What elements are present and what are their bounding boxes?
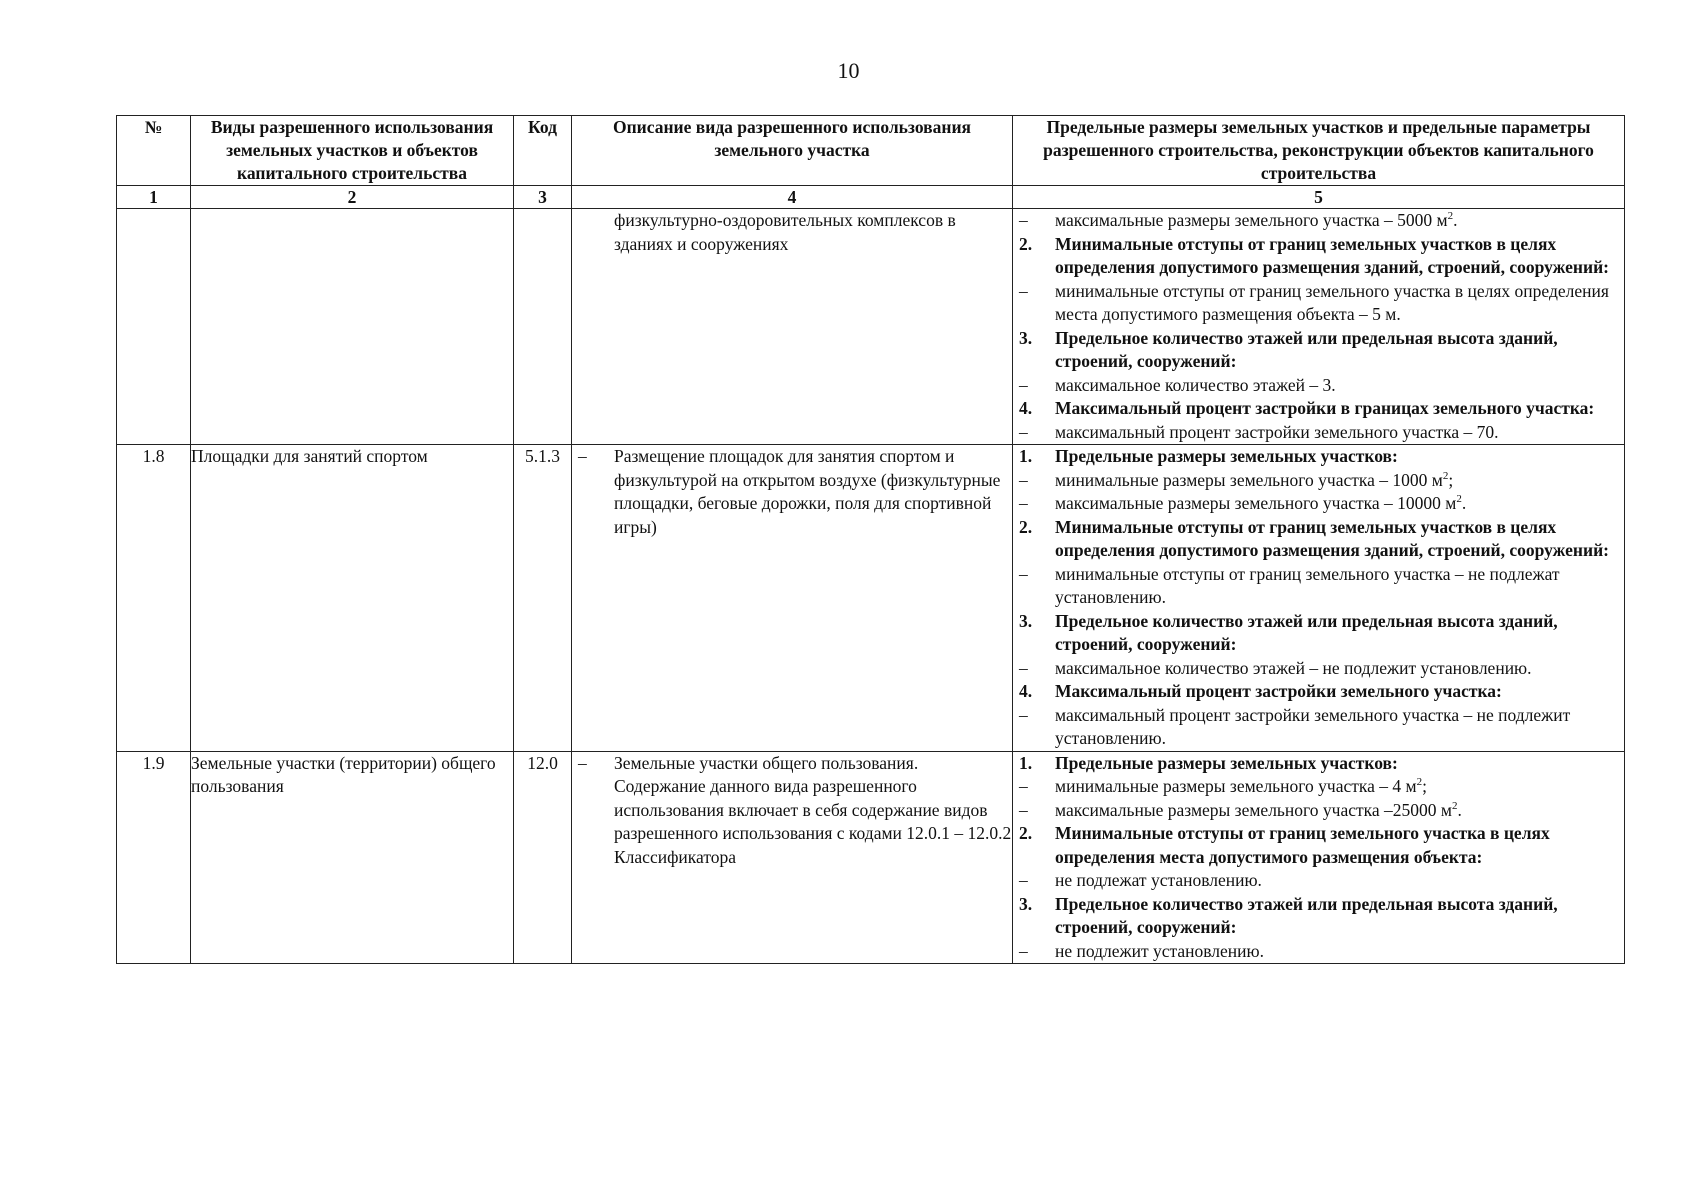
header-no: № (117, 116, 191, 186)
row-description: физкультурно-оздоровительных комплексов в зданиях и сооружениях (614, 210, 956, 254)
column-number: 3 (514, 186, 572, 209)
column-number: 4 (572, 186, 1013, 209)
param-marker: 2. (1019, 516, 1033, 537)
param-line (1013, 799, 1624, 823)
param-marker: – (1019, 870, 1028, 890)
param-line (1013, 680, 1624, 704)
param-marker: – (1019, 799, 1028, 820)
param-sup: 2 (1442, 469, 1449, 482)
param-marker: 3. (1019, 893, 1033, 914)
param-text: Максимальный процент застройки земельного участка: (1055, 681, 1502, 701)
header-params: Предельные размеры земельных участков и предельные параметры разрешенного строительства, реконструкции объектов капитального строительства (1013, 116, 1625, 186)
column-number: 2 (191, 186, 514, 209)
row-params-cell (1013, 209, 1625, 445)
table-row (117, 209, 1625, 445)
param-line (1013, 397, 1624, 421)
param-text: Предельное количество этажей или предельная высота зданий, строений, сооружений: (1055, 893, 1558, 937)
param-line (1013, 233, 1624, 280)
param-text: не подлежит установлению. (1055, 940, 1264, 961)
row-number (117, 209, 191, 445)
param-text: максимальный процент застройки земельного участка – 70. (1055, 421, 1499, 442)
param-sup: 2 (1451, 799, 1458, 812)
param-text: минимальные размеры земельного участка – 4 $м^2$; (1055, 776, 1427, 796)
param-marker: – (1019, 776, 1028, 796)
row-number: 1.8 (117, 445, 191, 752)
row-description-cell (572, 751, 1013, 964)
row-description: Размещение площадок для занятия спортом и физкультурой на открытом воздухе (физкультурные площадки, беговые дорожки, поля для спортивной игры) (614, 446, 1001, 537)
row-params-cell (1013, 751, 1625, 964)
table-row (117, 751, 1625, 964)
param-marker: – (1019, 469, 1028, 490)
param-text: Предельное количество этажей или предельная высота зданий, строений, сооружений: (1055, 610, 1558, 654)
param-text: Предельные размеры земельных участков: (1055, 446, 1398, 466)
row-use-type: Площадки для занятий спортом (191, 445, 514, 752)
param-marker: 3. (1019, 327, 1033, 348)
param-text: максимальный процент застройки земельного участка – не подлежит установлению. (1055, 704, 1571, 748)
param-line (1013, 516, 1624, 563)
description-line (572, 445, 1012, 539)
param-line (1013, 893, 1624, 940)
param-text: Минимальные отступы от границ земельных участков в целях определения допустимого размещения зданий, строений, сооружений: (1055, 516, 1609, 560)
param-marker: 1. (1019, 446, 1033, 466)
param-line (1013, 445, 1624, 469)
row-code: 5.1.3 (514, 445, 572, 752)
param-text: Предельное количество этажей или предельная высота зданий, строений, сооружений: (1055, 327, 1558, 371)
param-line (1013, 775, 1624, 799)
param-line (1013, 657, 1624, 681)
param-marker: – (1019, 280, 1028, 301)
param-line (1013, 374, 1624, 398)
param-marker: 4. (1019, 681, 1033, 701)
param-marker: – (1019, 657, 1028, 678)
header-code: Код (514, 116, 572, 186)
param-line (1013, 752, 1624, 776)
param-text: максимальные размеры земельного участка – 10000 $м^2$. (1055, 493, 1467, 513)
param-text: максимальное количество этажей – не подлежит установлению. (1055, 657, 1532, 678)
param-text: максимальные размеры земельного участка –25000 $м^2$. (1055, 799, 1462, 820)
param-line (1013, 563, 1624, 610)
param-line (1013, 209, 1624, 233)
param-sup: 2 (1447, 210, 1454, 223)
description-marker: – (578, 752, 587, 773)
header-type: Виды разрешенного использования земельных участков и объектов капитального строительства (191, 116, 514, 186)
column-number: 5 (1013, 186, 1625, 209)
table-body (117, 209, 1625, 964)
description-line (572, 752, 1012, 870)
param-marker: – (1019, 940, 1028, 961)
row-description-cell (572, 445, 1013, 752)
param-marker: 2. (1019, 823, 1033, 843)
table-row (117, 445, 1625, 752)
param-marker: 3. (1019, 610, 1033, 631)
row-description-cell (572, 209, 1013, 445)
param-marker: – (1019, 563, 1028, 584)
row-description: Земельные участки общего пользования. Содержание данного вида разрешенного использования включает в себя содержание видов разрешенного использования с кодами 12.0.1 – 12.0.2 Классификатора (614, 752, 1012, 867)
param-marker: – (1019, 421, 1028, 442)
param-sup: 2 (1456, 493, 1462, 506)
description-line (572, 209, 1012, 256)
row-number: 1.9 (117, 751, 191, 964)
row-code (514, 209, 572, 445)
param-text: максимальные размеры земельного участка – 5000 $м^2$. (1055, 210, 1458, 230)
param-line (1013, 421, 1624, 445)
header-description: Описание вида разрешенного использования земельного участка (572, 116, 1013, 186)
row-use-type: Земельные участки (территории) общего пользования (191, 751, 514, 964)
row-use-type (191, 209, 514, 445)
param-marker: 1. (1019, 752, 1033, 773)
param-sup: 2 (1416, 776, 1423, 789)
page-number: 10 (837, 58, 860, 83)
param-marker: – (1019, 493, 1028, 513)
param-line (1013, 280, 1624, 327)
description-marker (572, 209, 614, 256)
param-line (1013, 469, 1624, 493)
param-marker: 4. (1019, 398, 1033, 418)
param-text: максимальное количество этажей – 3. (1055, 374, 1336, 395)
column-number: 1 (117, 186, 191, 209)
row-params-cell (1013, 445, 1625, 752)
param-marker: – (1019, 374, 1028, 395)
param-text: минимальные размеры земельного участка – 1000 $м^2$; (1055, 469, 1454, 490)
param-marker: 2. (1019, 233, 1033, 254)
column-number-row (117, 186, 1625, 209)
param-text: минимальные отступы от границ земельного участка – не подлежат установлению. (1055, 563, 1560, 607)
row-code: 12.0 (514, 751, 572, 964)
header-row (117, 116, 1625, 186)
param-line (1013, 822, 1624, 869)
param-line (1013, 610, 1624, 657)
description-marker: – (578, 446, 587, 466)
param-marker: – (1019, 210, 1028, 230)
param-text: Минимальные отступы от границ земельного участка в целях определения места допустимого размещения объекта: (1055, 823, 1550, 867)
land-use-table (116, 115, 1625, 964)
param-text: Минимальные отступы от границ земельных участков в целях определения допустимого размещения зданий, строений, сооружений: (1055, 233, 1609, 277)
param-line (1013, 869, 1624, 893)
param-text: Максимальный процент застройки в границах земельного участка: (1055, 398, 1595, 418)
param-line (1013, 492, 1624, 516)
param-text: не подлежат установлению. (1055, 870, 1262, 890)
param-line (1013, 940, 1624, 964)
param-text: минимальные отступы от границ земельного участка в целях определения места допустимого размещения объекта – 5 м. (1055, 280, 1609, 324)
param-marker: – (1019, 704, 1028, 725)
param-line (1013, 704, 1624, 751)
param-text: Предельные размеры земельных участков: (1055, 752, 1398, 773)
param-line (1013, 327, 1624, 374)
